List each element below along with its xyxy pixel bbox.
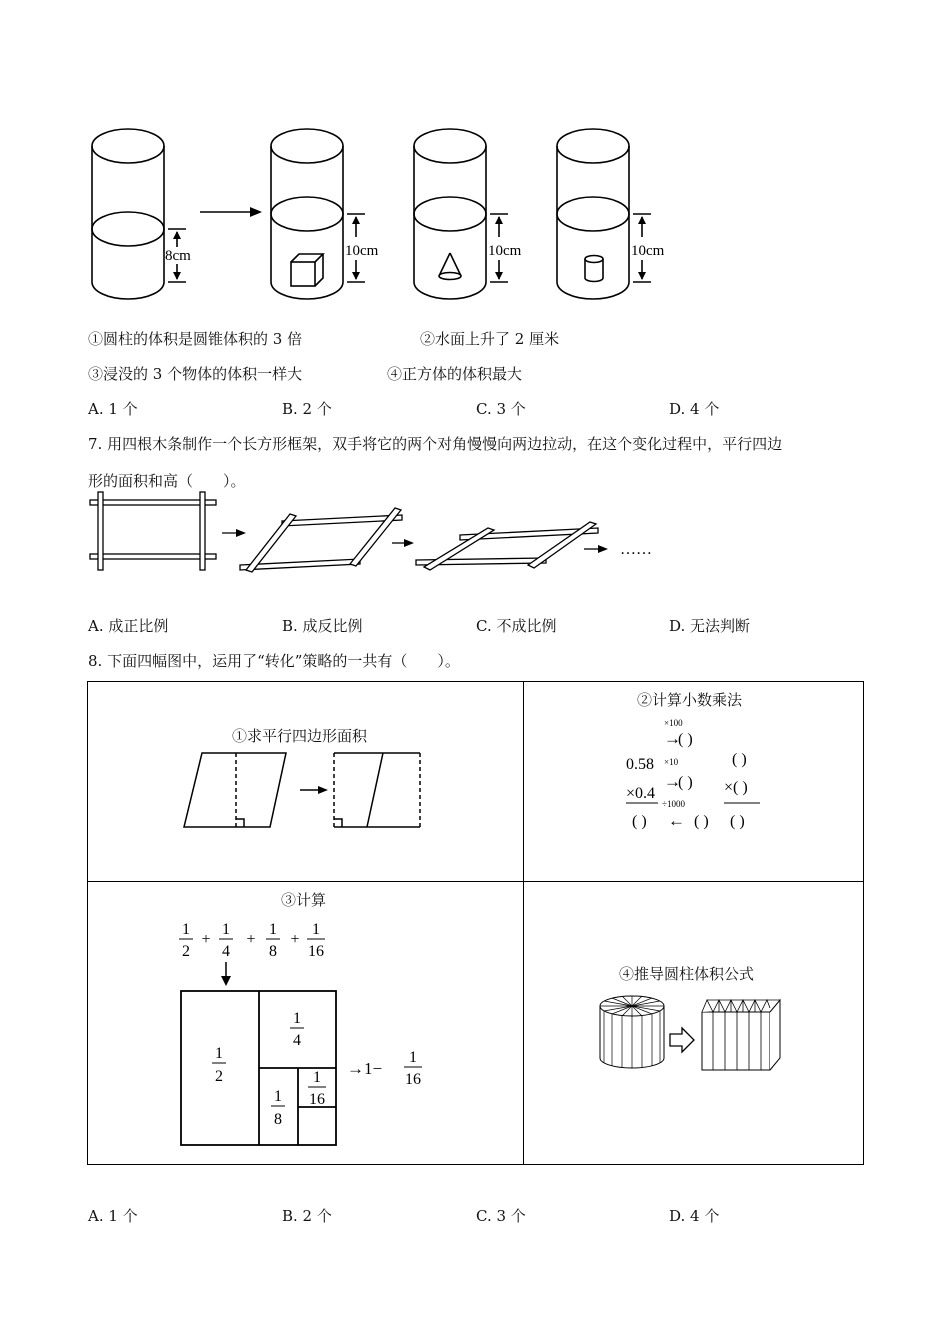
frame-ellipsis: …… (620, 541, 652, 558)
q6-statement-2: ②水面上升了 2 厘米 (420, 330, 560, 348)
cylinder-4-small-cylinder (557, 129, 629, 299)
cylinder-volume-derivation-figure (590, 988, 800, 1078)
svg-text:×10: ×10 (664, 757, 679, 767)
table-divider-horizontal (87, 881, 864, 882)
q8-option-b[interactable]: B. 2 个 (282, 1207, 332, 1225)
q8-stem: 8. 下面四幅图中，运用了“转化”策略的一共有（ ）。 (88, 652, 460, 670)
dim-label-10cm-3: 10cm (631, 243, 665, 259)
q8-option-a[interactable]: A. 1 个 (88, 1207, 138, 1225)
svg-text:2: 2 (215, 1068, 223, 1085)
svg-text:16: 16 (309, 1091, 325, 1108)
svg-text:+: + (290, 931, 300, 948)
svg-text:→: → (664, 729, 681, 748)
svg-text:4: 4 (293, 1032, 301, 1049)
q6-option-c[interactable]: C. 3 个 (476, 400, 526, 418)
cylinder-2-cube (271, 129, 343, 299)
svg-text:1: 1 (215, 1045, 223, 1062)
frame-parallelogram-1 (240, 508, 402, 572)
q7-option-c[interactable]: C. 不成比例 (476, 617, 557, 635)
dim-label-10cm-2: 10cm (488, 243, 522, 259)
svg-text:1: 1 (312, 921, 320, 938)
svg-text:+: + (246, 931, 256, 948)
svg-text:+: + (201, 931, 211, 948)
svg-text:16: 16 (405, 1071, 421, 1088)
frame-parallelogram-2 (416, 522, 598, 570)
q7-option-d[interactable]: D. 无法判断 (669, 617, 751, 635)
fraction-square-figure (170, 912, 460, 1152)
svg-text:16: 16 (308, 943, 324, 960)
panel3-title: ③计算 (281, 891, 327, 909)
q7-option-a[interactable]: A. 成正比例 (88, 617, 169, 635)
svg-text:8: 8 (269, 943, 277, 960)
table-divider-vertical (523, 681, 524, 1165)
frame-rectangle (90, 492, 216, 570)
svg-text:( ): ( ) (632, 813, 647, 830)
svg-text:1: 1 (182, 921, 190, 938)
svg-text:1: 1 (274, 1088, 282, 1105)
panel1-title: ①求平行四边形面积 (232, 727, 368, 745)
svg-text:1: 1 (313, 1069, 321, 1086)
svg-text:8: 8 (274, 1111, 282, 1128)
svg-text:×100: ×100 (664, 718, 683, 728)
cylinder-figure (0, 0, 950, 320)
svg-text:÷1000: ÷1000 (662, 799, 685, 809)
q7-stem-line1: 7. 用四根木条制作一个长方形框架，双手将它的两个对角慢慢向两边拉动，在这个变化过程中，平行四边 (88, 435, 783, 453)
svg-text:←: ← (668, 811, 685, 830)
q7-stem-line2: 形的面积和高（ ）。 (88, 472, 246, 490)
q6-statement-4: ④正方体的体积最大 (387, 365, 523, 383)
q7-option-b[interactable]: B. 成反比例 (282, 617, 363, 635)
decimal-multiplication-figure (600, 712, 800, 837)
q8-option-d[interactable]: D. 4 个 (669, 1207, 720, 1225)
q6-option-b[interactable]: B. 2 个 (282, 400, 332, 418)
svg-text:( ): ( ) (678, 731, 693, 748)
panel4-title: ④推导圆柱体积公式 (619, 965, 755, 983)
cylinder-3-cone (414, 129, 486, 299)
panel2-title: ②计算小数乘法 (637, 691, 743, 709)
factor-058: 0.58 (626, 756, 654, 773)
q6-statement-1: ①圆柱的体积是圆锥体积的 3 倍 (88, 330, 303, 348)
svg-text:4: 4 (222, 943, 230, 960)
dim-label-10cm-1: 10cm (345, 243, 379, 259)
svg-text:1: 1 (293, 1010, 301, 1027)
svg-text:( ): ( ) (732, 751, 747, 768)
svg-text:1: 1 (269, 921, 277, 938)
svg-text:( ): ( ) (694, 813, 709, 830)
q6-option-a[interactable]: A. 1 个 (88, 400, 138, 418)
svg-text:1: 1 (222, 921, 230, 938)
svg-text:2: 2 (182, 943, 190, 960)
q8-option-c[interactable]: C. 3 个 (476, 1207, 526, 1225)
q6-statement-3: ③浸没的 3 个物体的体积一样大 (88, 365, 303, 383)
svg-text:( ): ( ) (678, 774, 693, 791)
svg-text:1: 1 (409, 1049, 417, 1066)
svg-text:×( ): ×( ) (724, 779, 748, 796)
q6-option-d[interactable]: D. 4 个 (669, 400, 720, 418)
cylinder-1 (92, 129, 164, 299)
svg-text:→: → (664, 772, 681, 791)
factor-04: ×0.4 (626, 785, 656, 802)
wooden-frame-figure (0, 490, 950, 590)
svg-text:( ): ( ) (730, 813, 745, 830)
svg-text:→1−: →1− (347, 1059, 383, 1078)
dim-label-8cm: 8cm (165, 248, 191, 264)
parallelogram-transform-figure (170, 745, 440, 840)
